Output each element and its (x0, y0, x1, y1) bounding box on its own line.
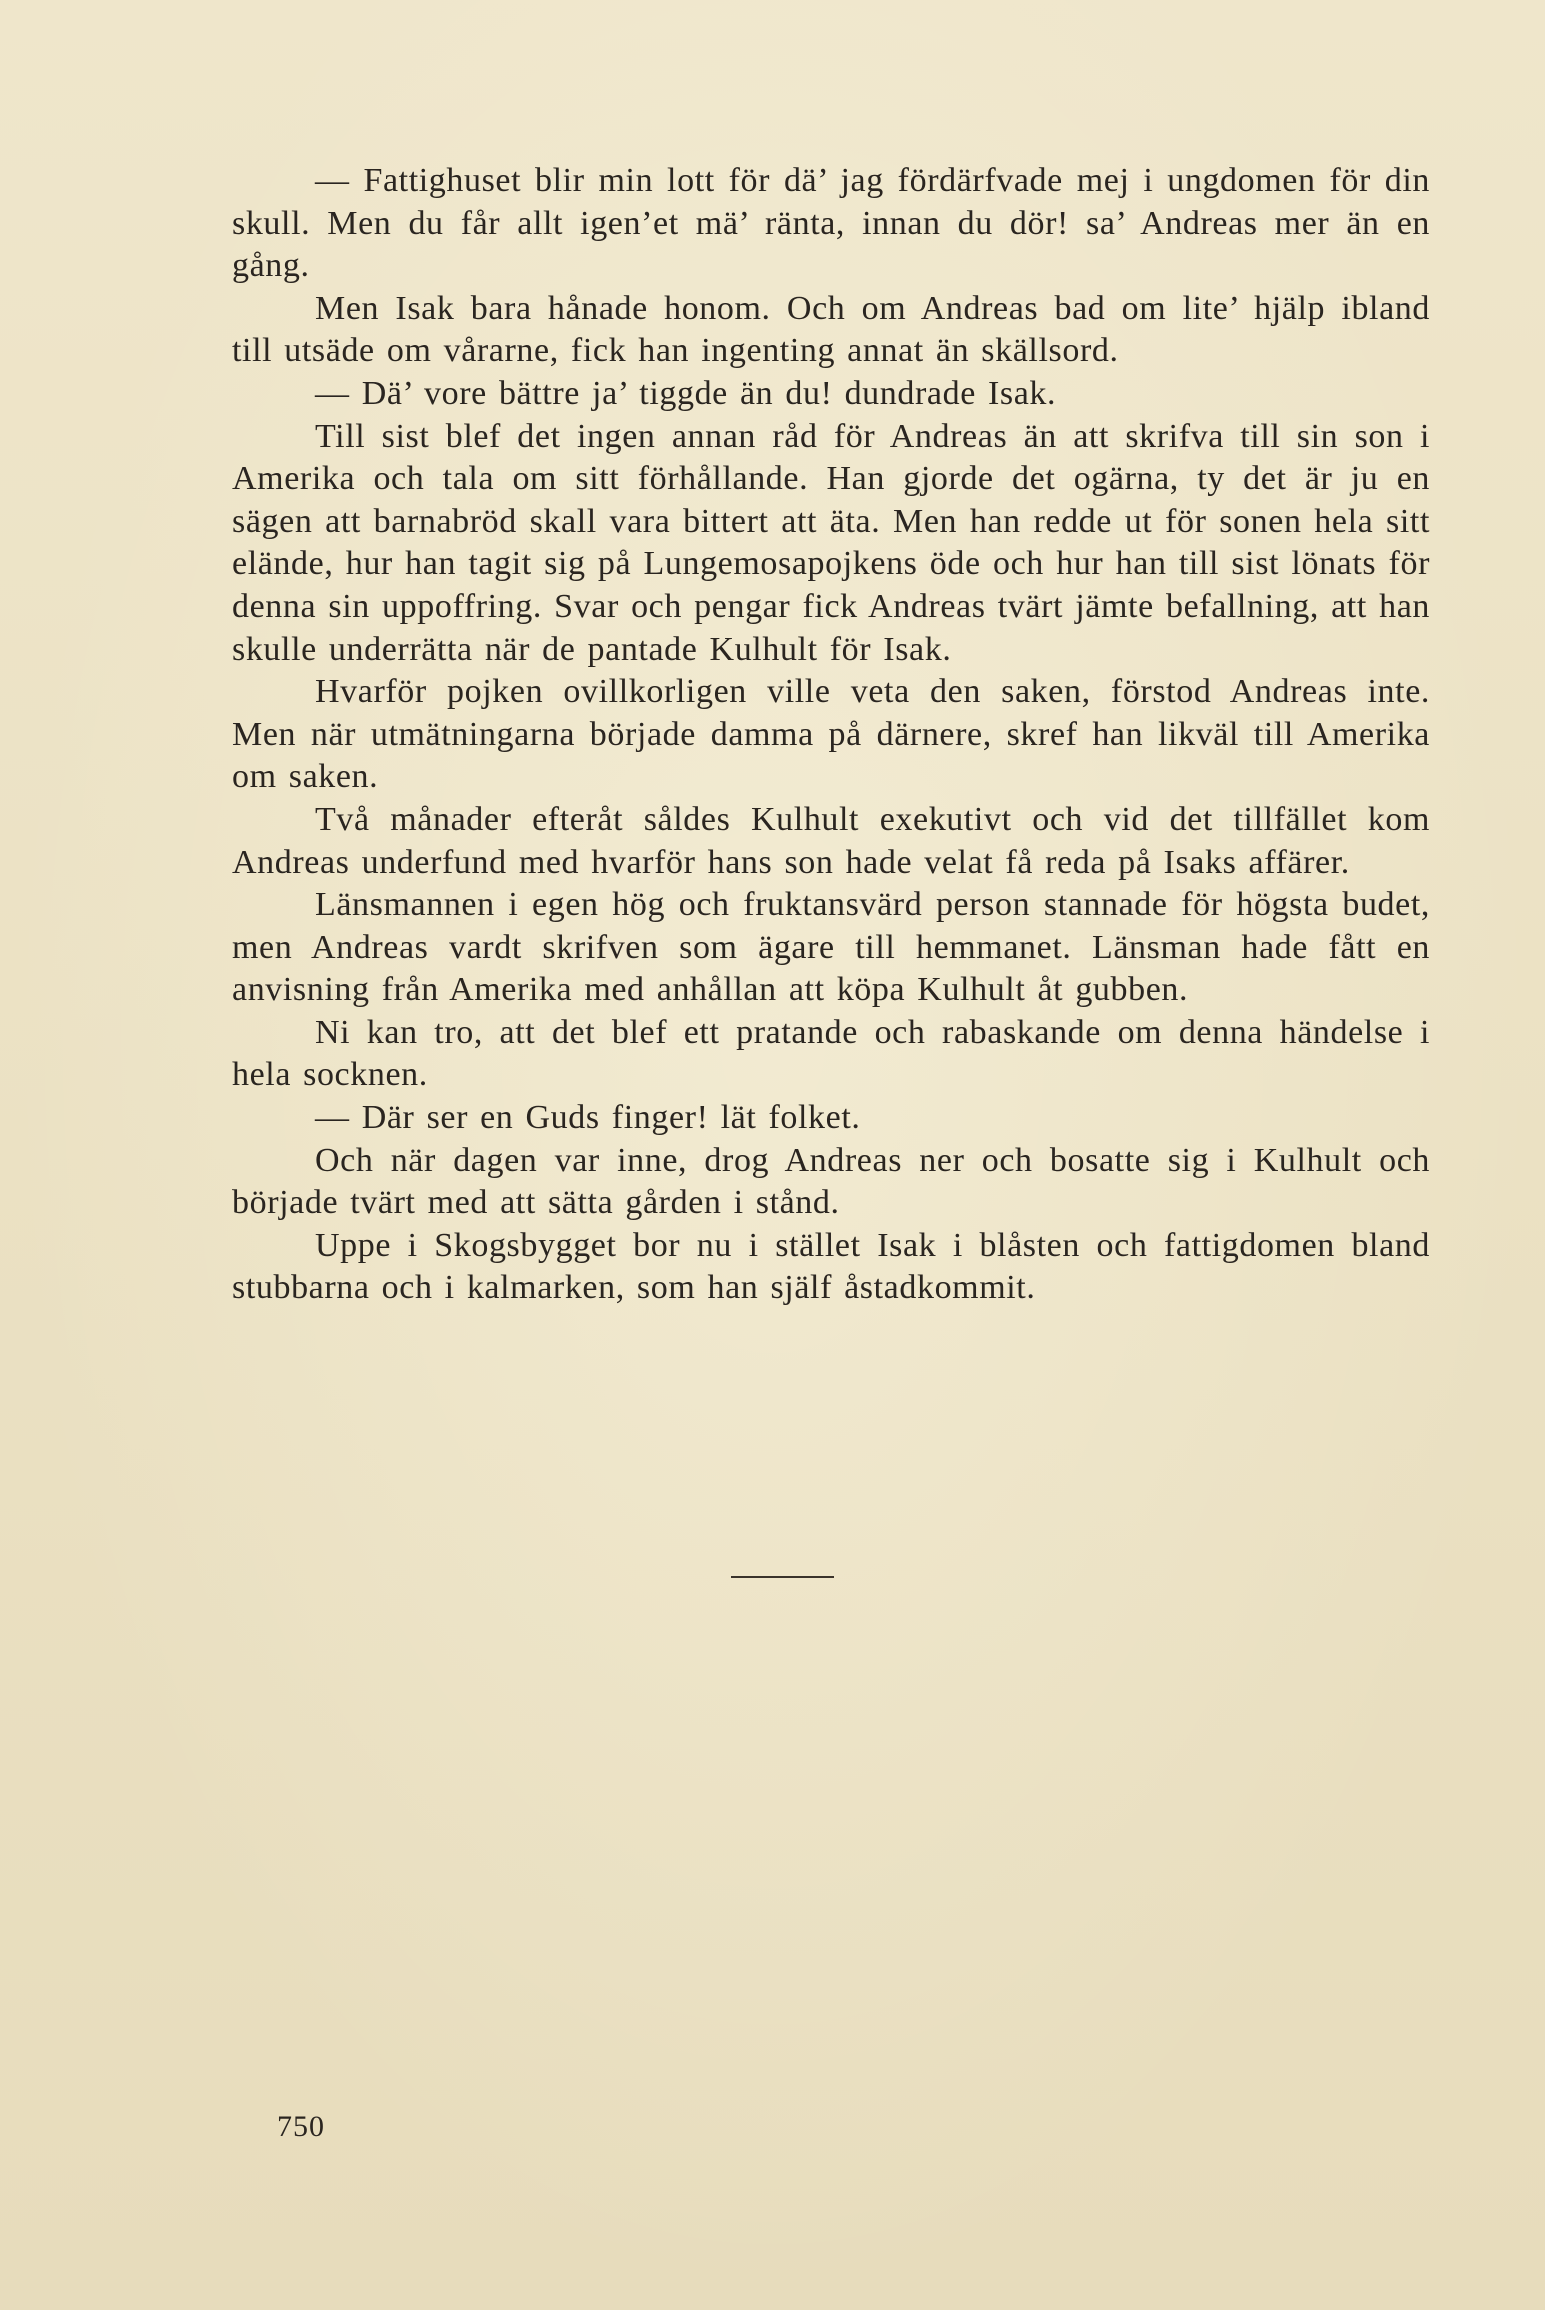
paragraph-6: Två månader efteråt såldes Kulhult exekutivt och vid det tillfället kom Andreas underfund med hvarför hans son hade velat få reda på Isaks affärer. (232, 800, 1430, 881)
body-text (232, 160, 1430, 1310)
section-end-rule (731, 1576, 834, 1578)
paragraph-2: Men Isak bara hånade honom. Och om Andreas bad om lite’ hjälp ibland till utsäde om vårarne, fick han ingenting annat än skällsord. (232, 289, 1430, 370)
paragraph-10: Och när dagen var inne, drog Andreas ner och bosatte sig i Kulhult och började tvärt med att sätta gården i stånd. (232, 1141, 1430, 1222)
page-number: 750 (277, 2110, 325, 2143)
paragraph-7: Länsmannen i egen hög och fruktansvärd person stannade för högsta budet, men Andreas vardt skrifven som ägare till hemmanet. Länsman hade fått en anvisning från Amerika med anhållan att köpa Kulhult åt gubben. (232, 886, 1430, 1009)
paragraph-11: Uppe i Skogsbygget bor nu i stället Isak i blåsten och fattigdomen bland stubbarna och i kalmarken, som han själf åstadkommit. (232, 1226, 1430, 1307)
paragraph-3: — Dä’ vore bättre ja’ tiggde än du! dundrade Isak. (315, 374, 1057, 412)
paragraph-9: — Där ser en Guds finger! lät folket. (315, 1099, 861, 1137)
paragraph-4: Till sist blef det ingen annan råd för Andreas än att skrifva till sin son i Amerika och tala om sitt förhållande. Han gjorde det ogärna, ty det är ju en sägen att barnabröd skall vara bittert att äta. Men han redde ut för sonen hela sitt elände, hur han tagit sig på Lungemosapojkens öde och hur han till sist lönats för denna sin uppoffring. Svar och pengar fick Andreas tvärt jämte befallning, att han skulle underrätta när de pantade Kulhult för Isak. (232, 417, 1430, 668)
paragraph-8: Ni kan tro, att det blef ett pratande och rabaskande om denna händelse i hela socknen. (232, 1013, 1430, 1094)
paragraph-5: Hvarför pojken ovillkorligen ville veta den saken, förstod Andreas inte. Men när utmätningarna började damma på därnere, skref han likväl till Amerika om saken. (232, 673, 1430, 796)
paragraph-1: — Fattighuset blir min lott för dä’ jag fördärfvade mej i ungdomen för din skull. Men du får allt igen’et mä’ ränta, innan du dör! sa’ Andreas mer än en gång. (232, 162, 1430, 285)
